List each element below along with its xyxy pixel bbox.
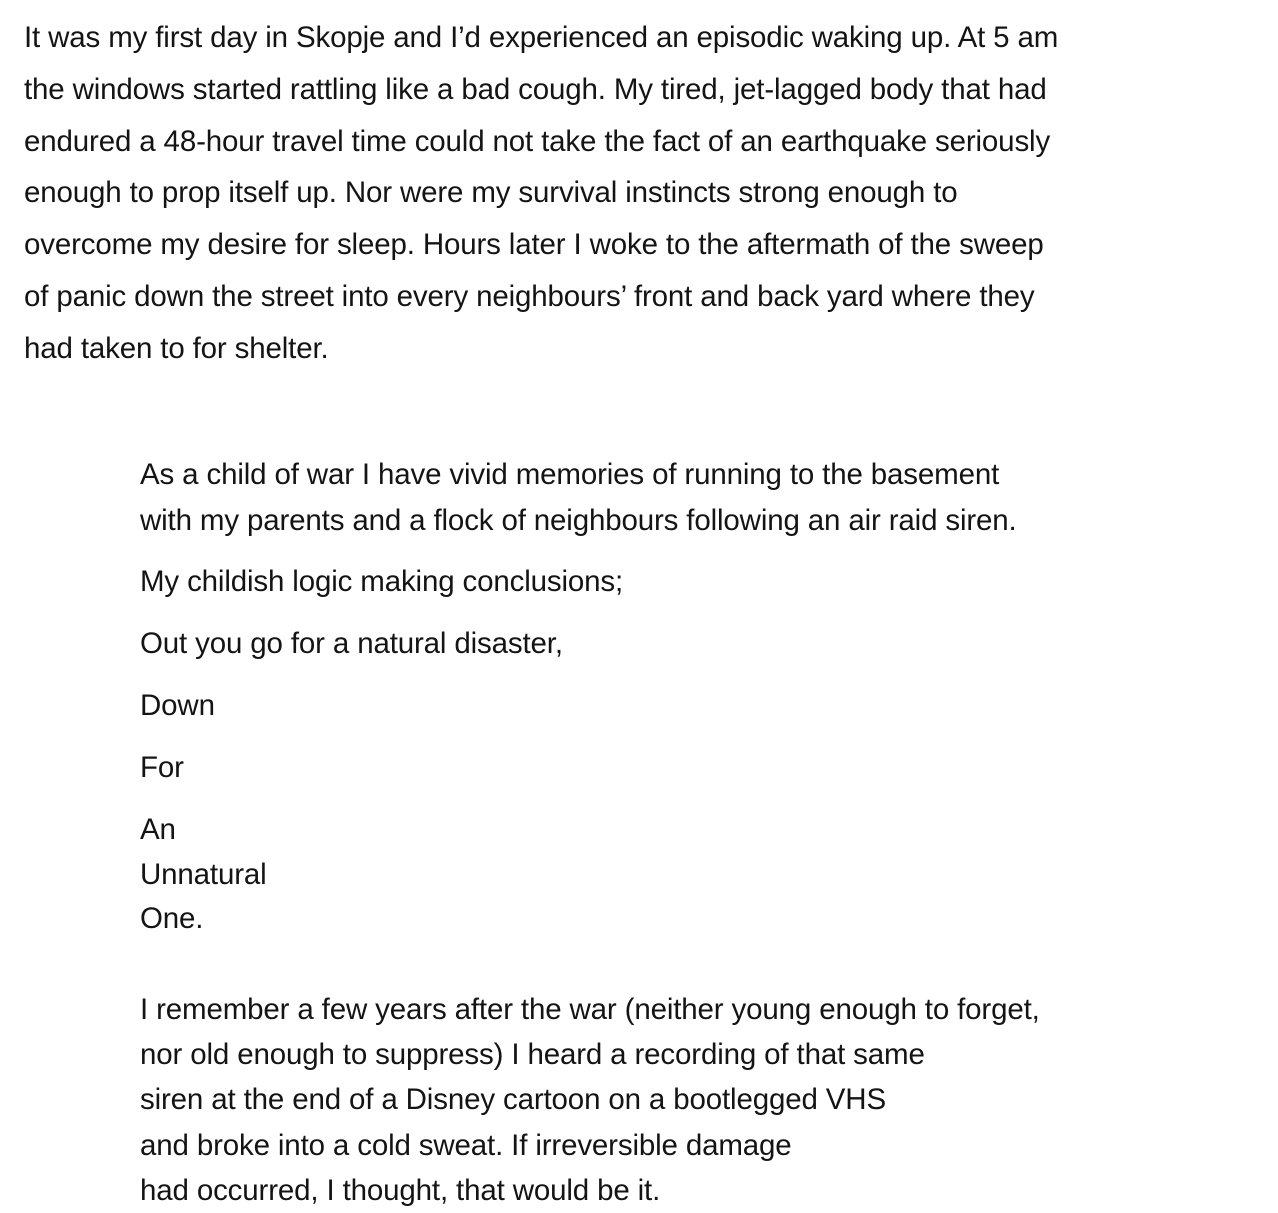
poem-stanza-recording bbox=[140, 987, 1260, 1213]
intro-line: had taken to for shelter. bbox=[24, 331, 329, 365]
poem-line: siren at the end of a Disney cartoon on a bootlegged VHS bbox=[140, 1083, 886, 1117]
poem-line: One. bbox=[140, 902, 204, 935]
intro-line: endured a 48-hour travel time could not take the fact of an earthquake seriously bbox=[24, 124, 1051, 158]
intro-line: It was my first day in Skopje and I’d experienced an episodic waking up. At 5 am bbox=[24, 21, 1059, 54]
intro-line: of panic down the street into every neighbours’ front and back yard where they bbox=[24, 279, 1035, 313]
poem-stanza-unnatural bbox=[140, 808, 1260, 942]
poem-line: Unnatural bbox=[140, 857, 267, 891]
poem-line: and broke into a cold sweat. If irreversible damage bbox=[140, 1128, 792, 1162]
intro-paragraph bbox=[24, 12, 1264, 375]
intro-line: enough to prop itself up. Nor were my survival instincts strong enough to bbox=[24, 176, 958, 210]
poem-line-down: Down bbox=[140, 689, 215, 722]
poem-line-cut-off: had occurred, I thought, that would be it. bbox=[140, 1173, 661, 1207]
poem-stanza-memories bbox=[140, 452, 1260, 543]
poem-line-out: Out you go for a natural disaster, bbox=[140, 627, 563, 660]
poem-line: An bbox=[140, 813, 176, 846]
poem-line: As a child of war I have vivid memories of running to the basement bbox=[140, 458, 1000, 491]
poem-line-logic: My childish logic making conclusions; bbox=[140, 565, 624, 598]
poem-line: nor old enough to suppress) I heard a recording of that same bbox=[140, 1038, 925, 1072]
poem-line: with my parents and a flock of neighbours following an air raid siren. bbox=[140, 503, 1017, 537]
poem-line: I remember a few years after the war (neither young enough to forget, bbox=[140, 993, 1040, 1026]
intro-line: the windows started rattling like a bad cough. My tired, jet-lagged body that had bbox=[24, 72, 1047, 106]
intro-line: overcome my desire for sleep. Hours later I woke to the aftermath of the sweep bbox=[24, 228, 1044, 262]
poem-line-for: For bbox=[140, 751, 184, 784]
